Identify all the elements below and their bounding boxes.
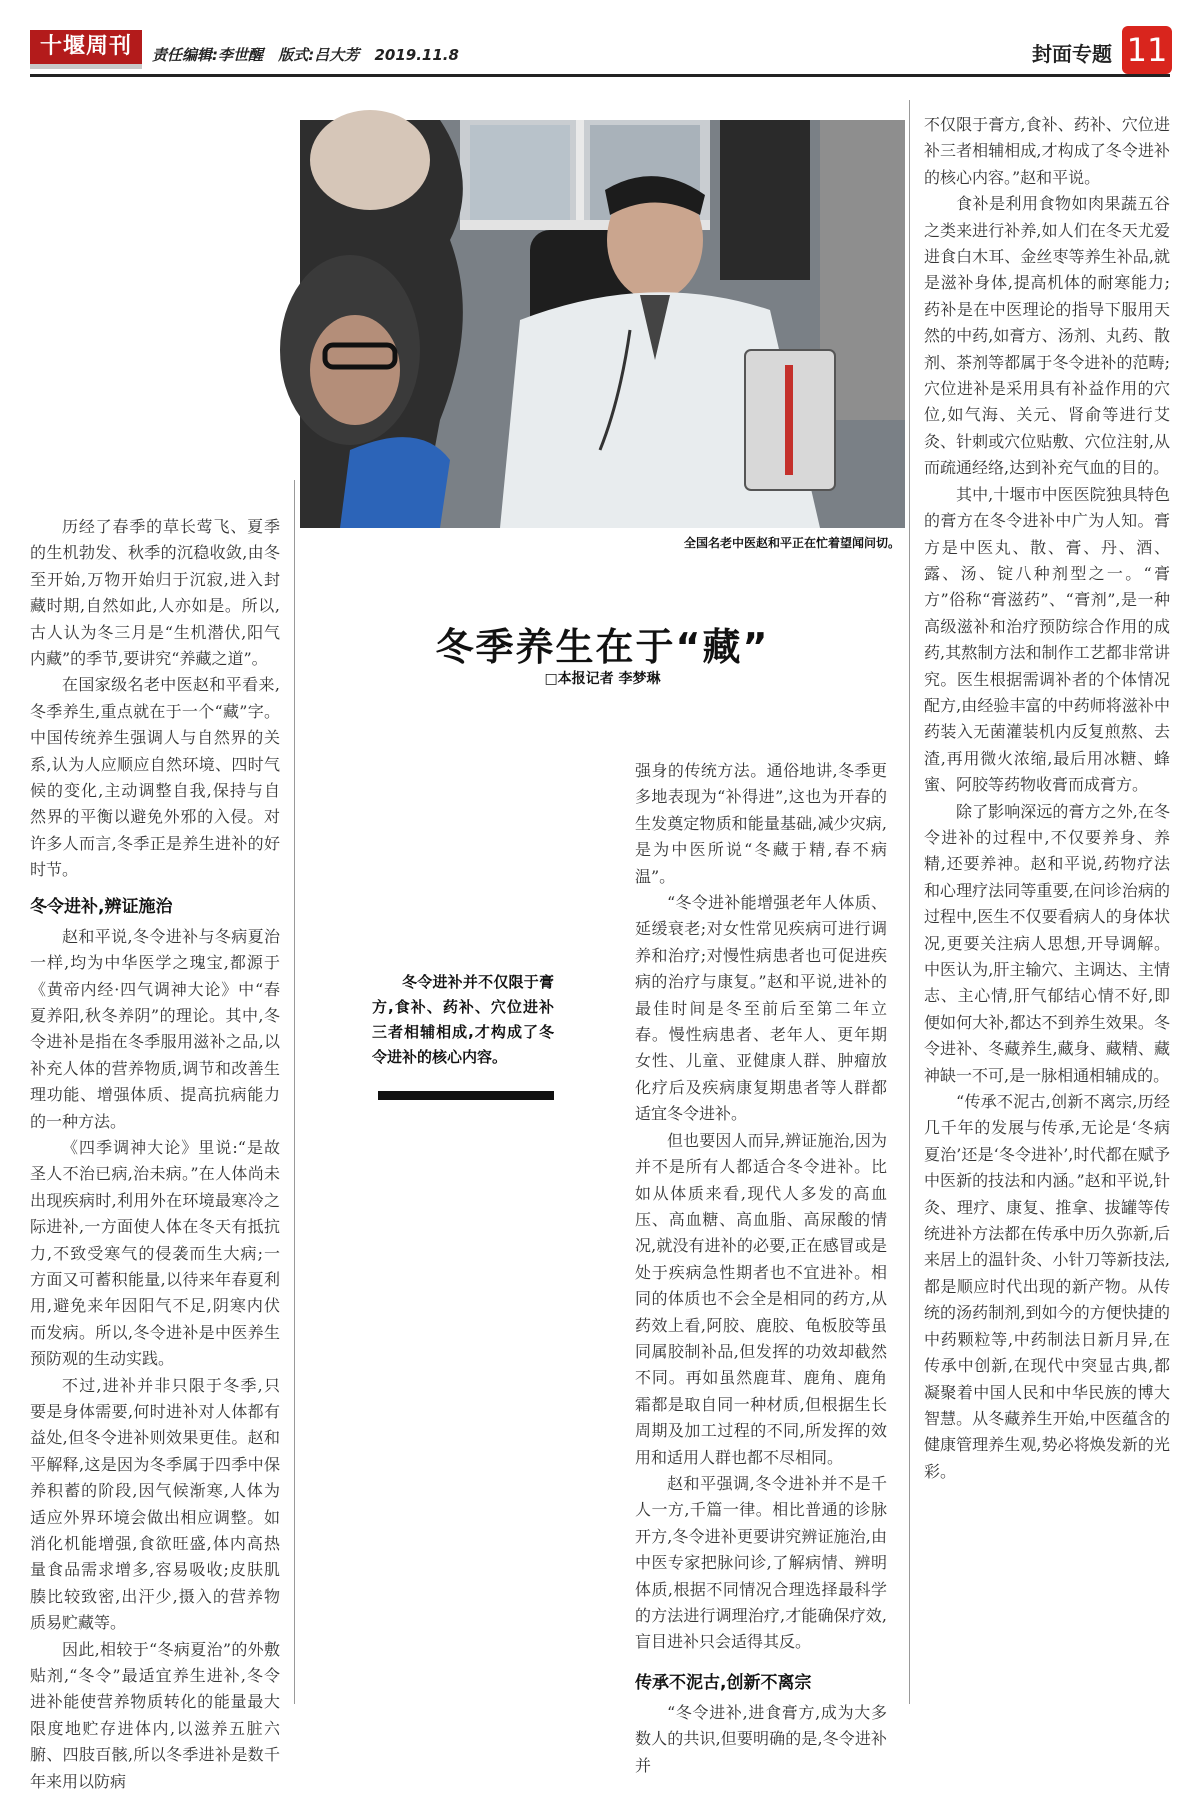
- paragraph: 不过,进补并非只限于冬季,只要是身体需要,何时进补对人体都有益处,但冬令进补则效果更佳。赵和平解释,这是因为冬季属于四季中保养积蓄的阶段,因气候渐寒,人体为适应外界环境会做出相应调整。如消化机能增强,食欲旺盛,体内高热量食品需求增多,容易吸收;皮肤肌腠比较致密,出汗少,摄入的营养物质易贮藏等。: [30, 1375, 280, 1633]
- header-rule: [30, 74, 1170, 77]
- paragraph: 强身的传统方法。通俗地讲,冬季更多地表现为“补得进”,这也为开春的生发奠定物质和能量基础,减少灾病,是为中医所说“冬藏于精,春不病温”。: [635, 761, 887, 886]
- paragraph: 除了影响深远的膏方之外,在冬令进补的过程中,不仅要养身、养精,还要养神。赵和平说,药物疗法和心理疗法同等重要,在问诊治病的过程中,医生不仅要看病人的身体状况,更要关注病人思想,开导调解。中医认为,肝主输穴、主调达、主情志、主心情,肝气郁结心情不好,即便如何大补,都达不到养生效果。冬令进补、冬藏养生,藏身、藏精、藏神缺一不可,是一脉相通相辅成的。: [924, 801, 1170, 1085]
- article-byline: □本报记者 李梦琳: [544, 671, 661, 687]
- masthead-underline: [30, 64, 142, 69]
- paragraph: 《四季调神大论》里说:“是故圣人不治已病,治未病。”在人体尚未出现疾病时,利用外在环境最寒冷之际进补,一方面使人体在冬天有抵抗力,不致受寒气的侵袭而生大病;一方面又可蓄积能量,以待来年春夏利用,避免来年因阳气不足,阴寒内伏而发病。所以,冬令进补是中医养生预防观的生动实践。: [30, 1137, 280, 1369]
- section-label: 封面专题: [1032, 42, 1112, 66]
- paragraph: 赵和平强调,冬令进补并不是千人一方,千篇一律。相比普通的诊脉开方,冬令进补更要讲究辨证施治,由中医专家把脉问诊,了解病情、辨明体质,根据不同情况合理选择最科学的方法进行调理治疗,才能确保疗效,盲目进补只会适得其反。: [635, 1473, 887, 1652]
- column-4: [924, 112, 1170, 1704]
- page-number-badge: 11: [1122, 26, 1172, 74]
- paragraph: 不仅限于膏方,食补、药补、穴位进补三者相辅相成,才构成了冬令进补的核心内容。”赵和平说。: [924, 115, 1170, 187]
- layout-credit: 版式:吕大芳: [278, 46, 360, 64]
- photo-caption: 全国名老中医赵和平正在忙着望闻问切。: [683, 536, 900, 550]
- article-photo: [300, 120, 905, 528]
- page-meta: [152, 44, 469, 65]
- masthead-logo: 十堰周刊: [30, 30, 142, 64]
- column-rule: [294, 480, 295, 1704]
- doctor-photo-illustration: [300, 120, 905, 528]
- paragraph: 因此,相较于“冬病夏治”的外敷贴剂,“冬令”最适宜养生进补,冬令进补能使营养物质转化的能量最大限度地贮存进体内,以滋养五脏六腑、四肢百骸,所以冬季进补是数千年来用以防病: [30, 1639, 280, 1791]
- section-heading: 冬令进补,辨证施治: [30, 896, 173, 917]
- article-title: 冬季养生在于“藏”: [435, 625, 770, 669]
- column-rule: [909, 100, 910, 1704]
- paragraph: “冬令进补能增强老年人体质、延缓衰老;对女性常见疾病可进行调养和治疗;对慢性病患者也可促进疾病的治疗与康复。”赵和平说,进补的最佳时间是冬至前后至第二年立春。慢性病患者、老年人、更年期女性、儿童、亚健康人群、肿瘤放化疗后及疾病康复期患者等人群都适宜冬令进补。: [635, 893, 887, 1124]
- editor-credit: 责任编辑:李世醒: [152, 46, 263, 64]
- paragraph: 其中,十堰市中医医院独具特色的膏方在冬令进补中广为人知。膏方是中医丸、散、膏、丹、酒、露、汤、锭八种剂型之一。“膏方”俗称“膏滋药”、“膏剂”,是一种高级滋补和治疗预防综合作用的成药,其熬制方法和制作工艺都非常讲究。医生根据需调补者的个体情况配方,由经验丰富的中药师将滋补中药装入无菌灌装机内反复煎熬、去渣,再用微火浓缩,最后用冰糖、蜂蜜、阿胶等药物收膏而成膏方。: [924, 484, 1170, 795]
- section-heading: 传承不泥古,创新不离宗: [635, 1672, 812, 1693]
- paragraph: 食补是利用食物如肉果蔬五谷之类来进行补养,如人们在冬天尤爱进食白木耳、金丝枣等养生补品,就是滋补身体,提高机体的耐寒能力;药补是在中医理论的指导下服用天然的中药,如膏方、汤剂、丸药、散剂、茶剂等都属于冬令进补的范畴;穴位进补是采用具有补益作用的穴位,如气海、关元、肾俞等进行艾灸、针刺或穴位贴敷、穴位注射,从而疏通经络,达到补充气血的目的。: [924, 194, 1170, 478]
- pull-quote: 冬令进补并不仅限于膏方,食补、药补、穴位进补三者相辅相成,才构成了冬令进补的核心内容。: [372, 973, 554, 1066]
- paragraph: “冬令进补,进食膏方,成为大多数人的共识,但要明确的是,冬令进补并: [635, 1702, 887, 1775]
- pull-quote-bar: [378, 1091, 554, 1100]
- paragraph: 在国家级名老中医赵和平看来,冬季养生,重点就在于一个“藏”字。中国传统养生强调人与自然界的关系,认为人应顺应自然环境、四时气候的变化,主动调整自我,保持与自然界的平衡以避免外邪的入侵。对许多人而言,冬季正是养生进补的好时节。: [30, 675, 280, 880]
- column-1: [30, 514, 280, 1791]
- column-3: [635, 758, 887, 1775]
- paragraph: 但也要因人而异,辨证施治,因为并不是所有人都适合冬令进补。比如从体质来看,现代人多发的高血压、高血糖、高血脂、高尿酸的情况,就没有进补的必要,正在感冒或是处于疾病急性期者也不宜进补。相同的体质也不会全是相同的药方,从药效上看,阿胶、鹿胶、龟板胶等虽同属胶制补品,但发挥的功效却截然不同。再如虽然鹿茸、鹿角、鹿角霜都是取自同一种材质,但根据生长周期及加工过程的不同,所发挥的效用和适用人群也都不尽相同。: [635, 1130, 887, 1467]
- paragraph: 历经了春季的草长莺飞、夏季的生机勃发、秋季的沉稳收敛,由冬至开始,万物开始归于沉寂,进入封藏时期,自然如此,人亦如是。所以,古人认为冬三月是“生机潜伏,阳气内藏”的季节,要讲究“养藏之道”。: [30, 517, 280, 669]
- paragraph: 赵和平说,冬令进补与冬病夏治一样,均为中华医学之瑰宝,都源于《黄帝内经·四气调神大论》中“春夏养阳,秋冬养阴”的理论。其中,冬令进补是指在冬季服用滋补之品,以补充人体的营养物质,调节和改善生理功能、增强体质、提高抗病能力的一种方法。: [30, 926, 280, 1131]
- issue-date: 2019.11.8: [374, 46, 459, 64]
- paragraph: “传承不泥古,创新不离宗,历经几千年的发展与传承,无论是‘冬病夏治’还是‘冬令进补’,时代都在赋予中医新的技法和内涵。”赵和平说,针灸、理疗、康复、推拿、拔罐等传统进补方法都在传承中历久弥新,后来居上的温针灸、小针刀等新技法,都是顺应时代出现的新产物。从传统的汤药制剂,到如今的方便快捷的中药颗粒等,中药制法日新月异,在传承中创新,在现代中突显古典,都凝聚着中国人民和中华民族的博大智慧。从冬藏养生开始,中医蕴含的健康管理养生观,势必将焕发新的光彩。: [924, 1092, 1170, 1481]
